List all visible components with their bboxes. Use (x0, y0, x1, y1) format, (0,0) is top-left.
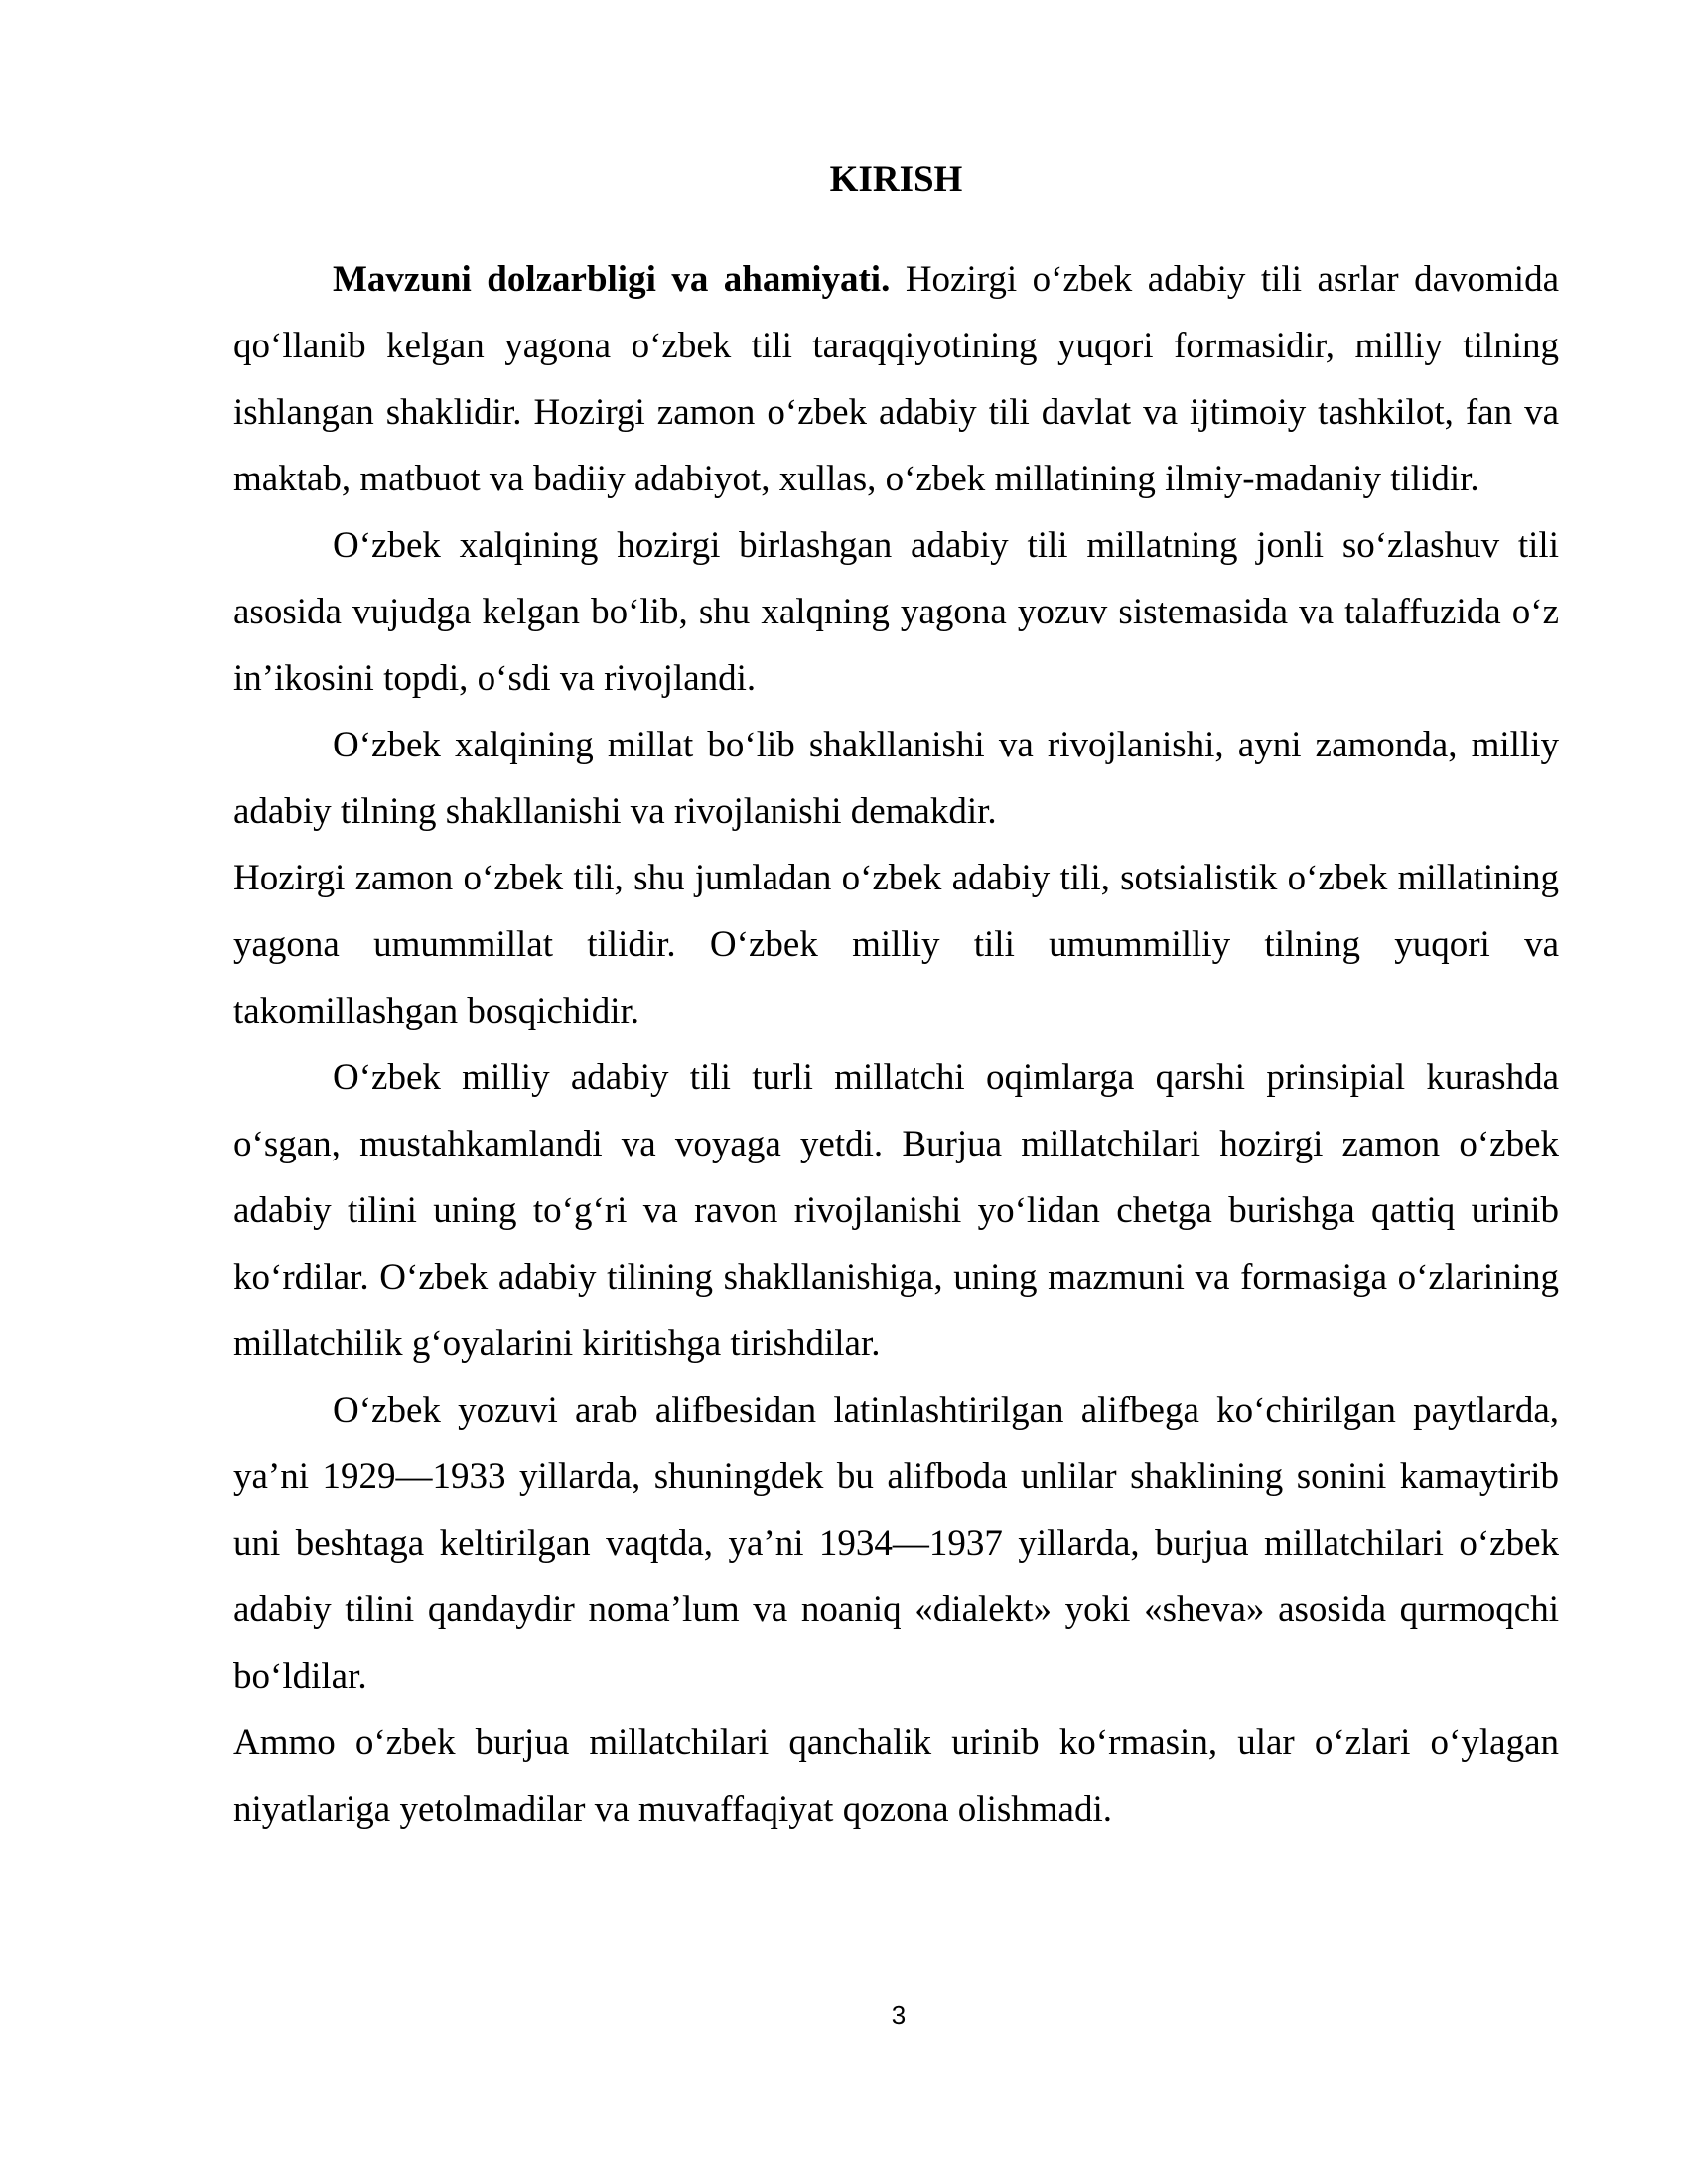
paragraph-3 (233, 712, 1559, 845)
paragraph-7 (233, 1709, 1559, 1843)
paragraph-text: Ammo o‘zbek burjua millatchilari qanchalik urinib ko‘rmasin, ular o‘zlari o‘ylagan niyatlariga yetolmadilar va muvaffaqiyat qozona olishmadi. (233, 1722, 1559, 1830)
paragraph-text: O‘zbek yozuvi arab alifbesidan latinlashtirilgan alifbega ko‘chirilgan paytlarda, ya’ni 1929—1933 yillarda, shuningdek bu alifboda unlilar shaklining sonini kamaytirib uni beshtaga keltirilgan vaqtda, ya’ni 1934—1937 yillarda, burjua millatchilari o‘zbek adabiy tilini qandaydir noma’lum va noaniq «dialekt» yoki «sheva» asosida qurmoqchi bo‘ldilar. (233, 1390, 1559, 1697)
paragraph-text: O‘zbek milliy adabiy tili turli millatchi oqimlarga qarshi prinsipial kurashda o‘sgan, mustahkamlandi va voyaga yetdi. Burjua millatchilari hozirgi zamon o‘zbek adabiy tilini uning to‘g‘ri va ravon rivojlanishi yo‘lidan chetga burishga qattiq urinib ko‘rdilar. O‘zbek adabiy tilining shakllanishiga, uning mazmuni va formasiga o‘zlarining millatchilik g‘oyalarini kiritishga tirishdilar. (233, 1057, 1559, 1364)
paragraph-4 (233, 845, 1559, 1044)
paragraph-5 (233, 1044, 1559, 1377)
paragraph-2 (233, 512, 1559, 712)
body-text (233, 246, 1559, 1843)
paragraph-lead: Mavzuni dolzarbligi va ahamiyati. (333, 259, 891, 300)
paragraph-6 (233, 1377, 1559, 1709)
section-heading: KIRISH (829, 159, 963, 200)
heading-container (233, 157, 1559, 203)
paragraph-1 (233, 246, 1559, 512)
paragraph-text: O‘zbek xalqining hozirgi birlashgan adabiy tili millatning jonli so‘zlashuv tili asosida vujudga kelgan bo‘lib, shu xalqning yagona yozuv sistemasida va talaffuzida o‘z in’ikosini topdi, o‘sdi va rivojlandi. (233, 525, 1559, 699)
page-number: 3 (891, 2000, 907, 2030)
paragraph-text: Hozirgi zamon o‘zbek tili, shu jumladan o‘zbek adabiy tili, sotsialistik o‘zbek millatining yagona umummillat tilidir. O‘zbek milliy tili umummilliy tilning yuqori va takomillashgan bosqichidir. (233, 858, 1559, 1031)
paragraph-text: Hozirgi o‘zbek adabiy tili asrlar davomida qo‘llanib kelgan yagona o‘zbek tili taraqqiyotining yuqori formasidir, milliy tilning ishlangan shaklidir. Hozirgi zamon o‘zbek adabiy tili davlat va ijtimoiy tashkilot, fan va maktab, matbuot va badiiy adabiyot, xullas, o‘zbek millatining ilmiy-madaniy tilidir. (233, 259, 1559, 499)
paragraph-text: O‘zbek xalqining millat bo‘lib shakllanishi va rivojlanishi, ayni zamonda, milliy adabiy tilning shakllanishi va rivojlanishi demakdir. (233, 725, 1559, 832)
